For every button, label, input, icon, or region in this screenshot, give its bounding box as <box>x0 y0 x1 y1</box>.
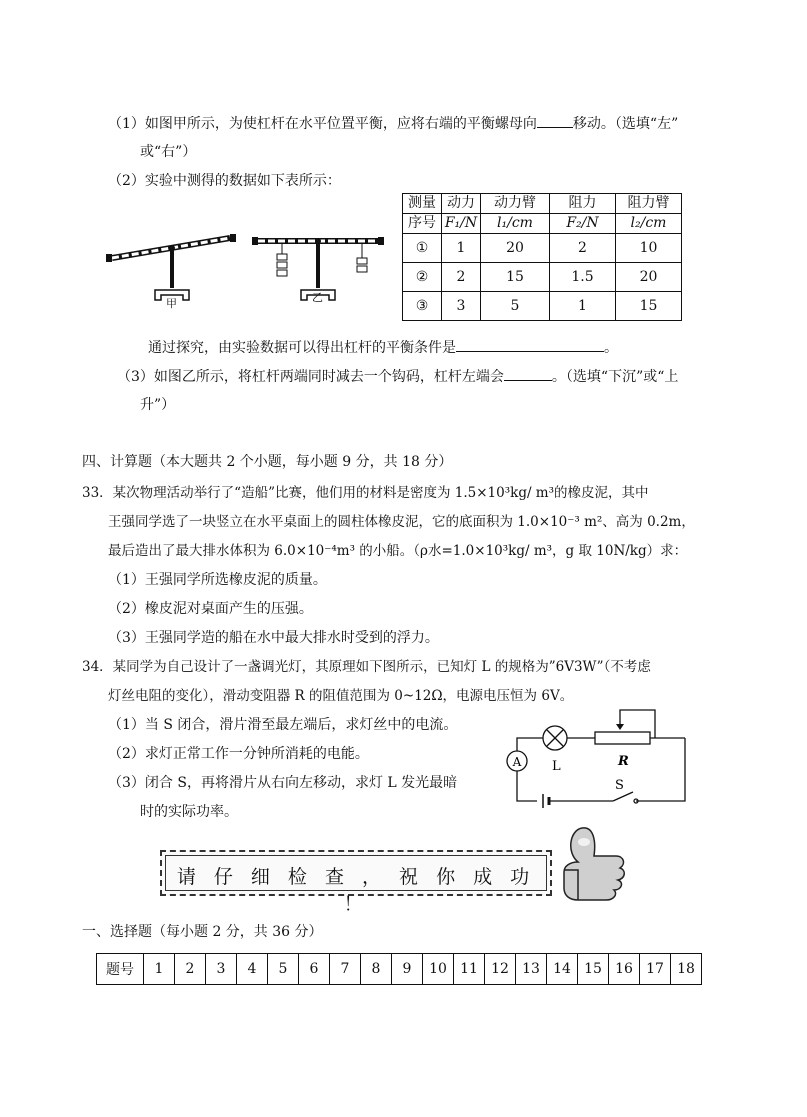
answer-number-cell: 1 <box>144 954 175 985</box>
table-header-cell: 阻力 <box>550 194 616 214</box>
table-cell: 2 <box>442 263 481 292</box>
q34-sub3-line2: 时的实际功率。 <box>140 804 238 820</box>
answer-number-cell: 18 <box>671 954 702 985</box>
table-header-cell: F₂/N <box>550 214 616 234</box>
table-row <box>97 954 702 985</box>
table-header-cell: 动力臂 <box>481 194 550 214</box>
table-cell: ③ <box>403 292 442 321</box>
section4-heading: 四、计算题（本大题共 2 个小题，每小题 9 分，共 18 分） <box>82 454 453 470</box>
table-cell: 20 <box>616 263 682 292</box>
answer-number-cell: 14 <box>547 954 578 985</box>
q3-text-b: 。（选填“下沉”或“上 <box>551 369 679 385</box>
q33-sub2: （2）橡皮泥对桌面产生的压强。 <box>108 601 313 617</box>
table-cell: 10 <box>616 234 682 263</box>
q34-line1: 34．某同学为自己设计了一盏调光灯，其原理如下图所示，已知灯 L 的规格为”6V3W”（不考虑 <box>82 659 651 675</box>
fig-yi-label: 乙 <box>312 291 323 304</box>
answer-number-cell: 2 <box>175 954 206 985</box>
table-cell: 2 <box>550 234 616 263</box>
table-cell: 15 <box>616 292 682 321</box>
answer-number-cell: 9 <box>392 954 423 985</box>
slider-arrow-icon <box>616 724 624 730</box>
table-cell: ① <box>403 234 442 263</box>
table-cell: 1 <box>550 292 616 321</box>
table-cell: 1.5 <box>550 263 616 292</box>
table-header-cell: l₁/cm <box>481 214 550 234</box>
data-table <box>402 193 682 321</box>
answer-number-cell: 11 <box>454 954 485 985</box>
answer-number-cell: 4 <box>237 954 268 985</box>
q33-sub1: （1）王强同学所选橡皮泥的质量。 <box>108 572 327 588</box>
answer-number-cell: 12 <box>485 954 516 985</box>
answer-number-cell: 10 <box>423 954 454 985</box>
table-cell: 3 <box>442 292 481 321</box>
table-cell: 5 <box>481 292 550 321</box>
q3-line <box>117 366 678 387</box>
fig-jia-label: 甲 <box>166 297 177 310</box>
q34-line2: 灯丝电阻的变化），滑动变阻器 R 的阻值范围为 0~12Ω，电源电压恒为 6V。 <box>108 688 574 704</box>
answer-number-cell: 7 <box>330 954 361 985</box>
q3-blank[interactable] <box>504 366 552 381</box>
resistor-label: R <box>618 754 629 769</box>
conclusion-end: 。 <box>604 340 618 356</box>
table-cell: 20 <box>481 234 550 263</box>
q3-line2: 升”） <box>140 397 176 413</box>
encouragement-banner <box>160 850 552 915</box>
q34-sub2: （2）求灯正常工作一分钟所消耗的电能。 <box>108 746 369 762</box>
table-header-cell: 测量 <box>403 194 442 214</box>
conclusion-line <box>148 337 618 358</box>
table-row <box>403 292 682 321</box>
lever-jia-figure <box>106 234 236 300</box>
table-header-cell: l₂/cm <box>616 214 682 234</box>
circuit-diagram <box>495 700 695 810</box>
table-header-row <box>403 194 682 214</box>
answer-number-cell: 3 <box>206 954 237 985</box>
answer-number-cell: 15 <box>578 954 609 985</box>
conclusion-text: 通过探究，由实验数据可以得出杠杆的平衡条件是 <box>148 340 456 356</box>
table-header-cell: 阻力臂 <box>616 194 682 214</box>
q3-text: （3）如图乙所示，将杠杆两端同时减去一个钩码，杠杆左端会 <box>117 369 504 385</box>
q1-line <box>108 113 678 134</box>
q34-sub1: （1）当 S 闭合，滑片滑至最左端后，求灯丝中的电流。 <box>108 717 458 733</box>
answer-number-cell: 13 <box>516 954 547 985</box>
q33-sub3: （3）王强同学造的船在水中最大排水时受到的浮力。 <box>108 630 439 646</box>
lever-figures <box>100 200 390 310</box>
answer-number-cell: 8 <box>361 954 392 985</box>
q1-line2: 或“右”） <box>140 144 197 160</box>
table-cell: ② <box>403 263 442 292</box>
q33-line2: 王强同学选了一块竖立在水平桌面上的圆柱体橡皮泥，它的底面积为 1.0×10⁻³ m²、高为 0.2m， <box>108 514 695 530</box>
q1-text: （1）如图甲所示，为使杠杆在水平位置平衡，应将右端的平衡螺母向 <box>108 116 537 132</box>
q1-text-b: 移动。（选填“左” <box>572 116 679 132</box>
q1-blank[interactable] <box>537 113 573 128</box>
table-cell: 15 <box>481 263 550 292</box>
q2-line: （2）实验中测得的数据如下表所示： <box>108 173 341 189</box>
answer-heading: 一、选择题（每小题 2 分，共 36 分） <box>82 924 323 940</box>
lamp-label: L <box>552 759 561 774</box>
answer-number-cell: 5 <box>268 954 299 985</box>
table-header-cell: 动力 <box>442 194 481 214</box>
table-header-row <box>403 214 682 234</box>
table-header-cell: F₁/N <box>442 214 481 234</box>
q33-line1: 33．某次物理活动举行了“造船”比赛，他们用的材料是密度为 1.5×10³kg/ m³的橡皮泥，其中 <box>82 485 649 501</box>
answer-number-cell: 16 <box>609 954 640 985</box>
ammeter-label: A <box>512 755 522 769</box>
q33-line3: 最后造出了最大排水体积为 6.0×10⁻⁴m³ 的小船。（ρ水=1.0×10³kg/ m³，g 取 10N/kg）求： <box>108 543 688 559</box>
table-cell: 1 <box>442 234 481 263</box>
q34-sub3: （3）闭合 S，再将滑片从右向左移动，求灯 L 发光最暗 <box>108 775 458 791</box>
answer-label-cell: 题号 <box>97 954 144 985</box>
answer-number-cell: 17 <box>640 954 671 985</box>
table-header-cell: 序号 <box>403 214 442 234</box>
answer-table <box>96 953 702 985</box>
conclusion-blank[interactable] <box>456 337 604 352</box>
table-row <box>403 263 682 292</box>
banner-text: 请 仔 细 检 查 ， 祝 你 成 功 ！ <box>176 866 536 915</box>
thumbs-up-icon <box>556 822 632 902</box>
table-row <box>403 234 682 263</box>
answer-number-cell: 6 <box>299 954 330 985</box>
switch-label: S <box>615 778 624 793</box>
